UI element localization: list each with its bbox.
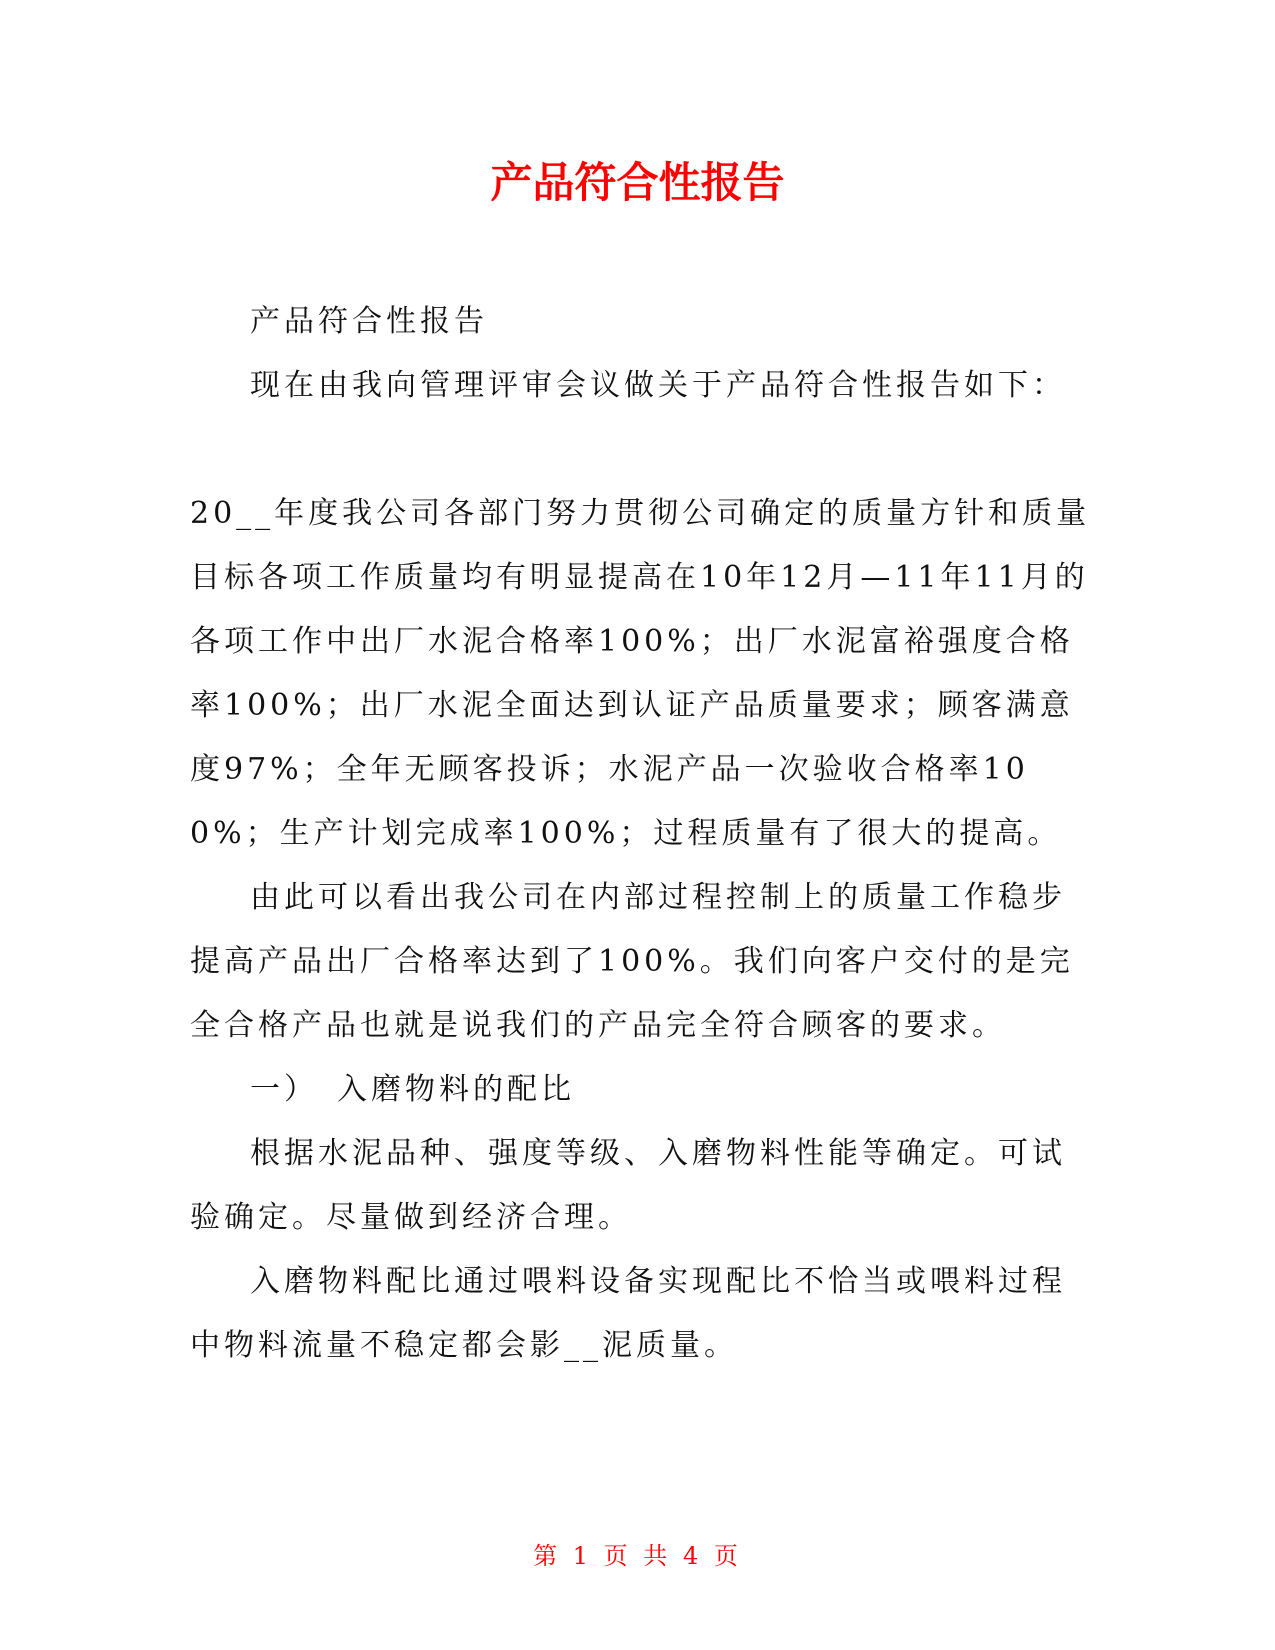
paragraph-conclusion: 由此可以看出我公司在内部过程控制上的质量工作稳步提高产品出厂合格率达到了100%。我们向客户交付的是完全合格产品也就是说我们的产品完全符合顾客的要求。 — [190, 880, 1074, 1043]
document-title: 产品符合性报告 — [490, 158, 785, 207]
blank-line — [190, 418, 1092, 482]
paragraph-intro: 现在由我向管理评审会议做关于产品符合性报告如下： — [250, 368, 1066, 403]
paragraph-heading: 产品符合性报告 — [250, 304, 488, 339]
document-body — [190, 290, 1092, 1378]
paragraph-annual-summary: 20__年度我公司各部门努力贯彻公司确定的质量方针和质量目标各项工作质量均有明显提高在10年12月—11年11月的各项工作中出厂水泥合格率100%；出厂水泥富裕强度合格率100%；出厂水泥全面达到认证产品质量要求；顾客满意度97%；全年无顾客投诉；水泥产品一次验收合格率100%；生产计划完成率100%；过程质量有了很大的提高。 — [190, 496, 1091, 851]
page-number-footer: 第 1 页 共 4 页 — [533, 1542, 742, 1570]
paragraph-feeding: 入磨物料配比通过喂料设备实现配比不恰当或喂料过程中物料流量不稳定都会影__泥质量。 — [190, 1264, 1066, 1363]
paragraph-ratio-basis: 根据水泥品种、强度等级、入磨物料性能等确定。可试验确定。尽量做到经济合理。 — [190, 1136, 1066, 1235]
section-heading-mill-ratio: 一） 入磨物料的配比 — [250, 1072, 575, 1107]
